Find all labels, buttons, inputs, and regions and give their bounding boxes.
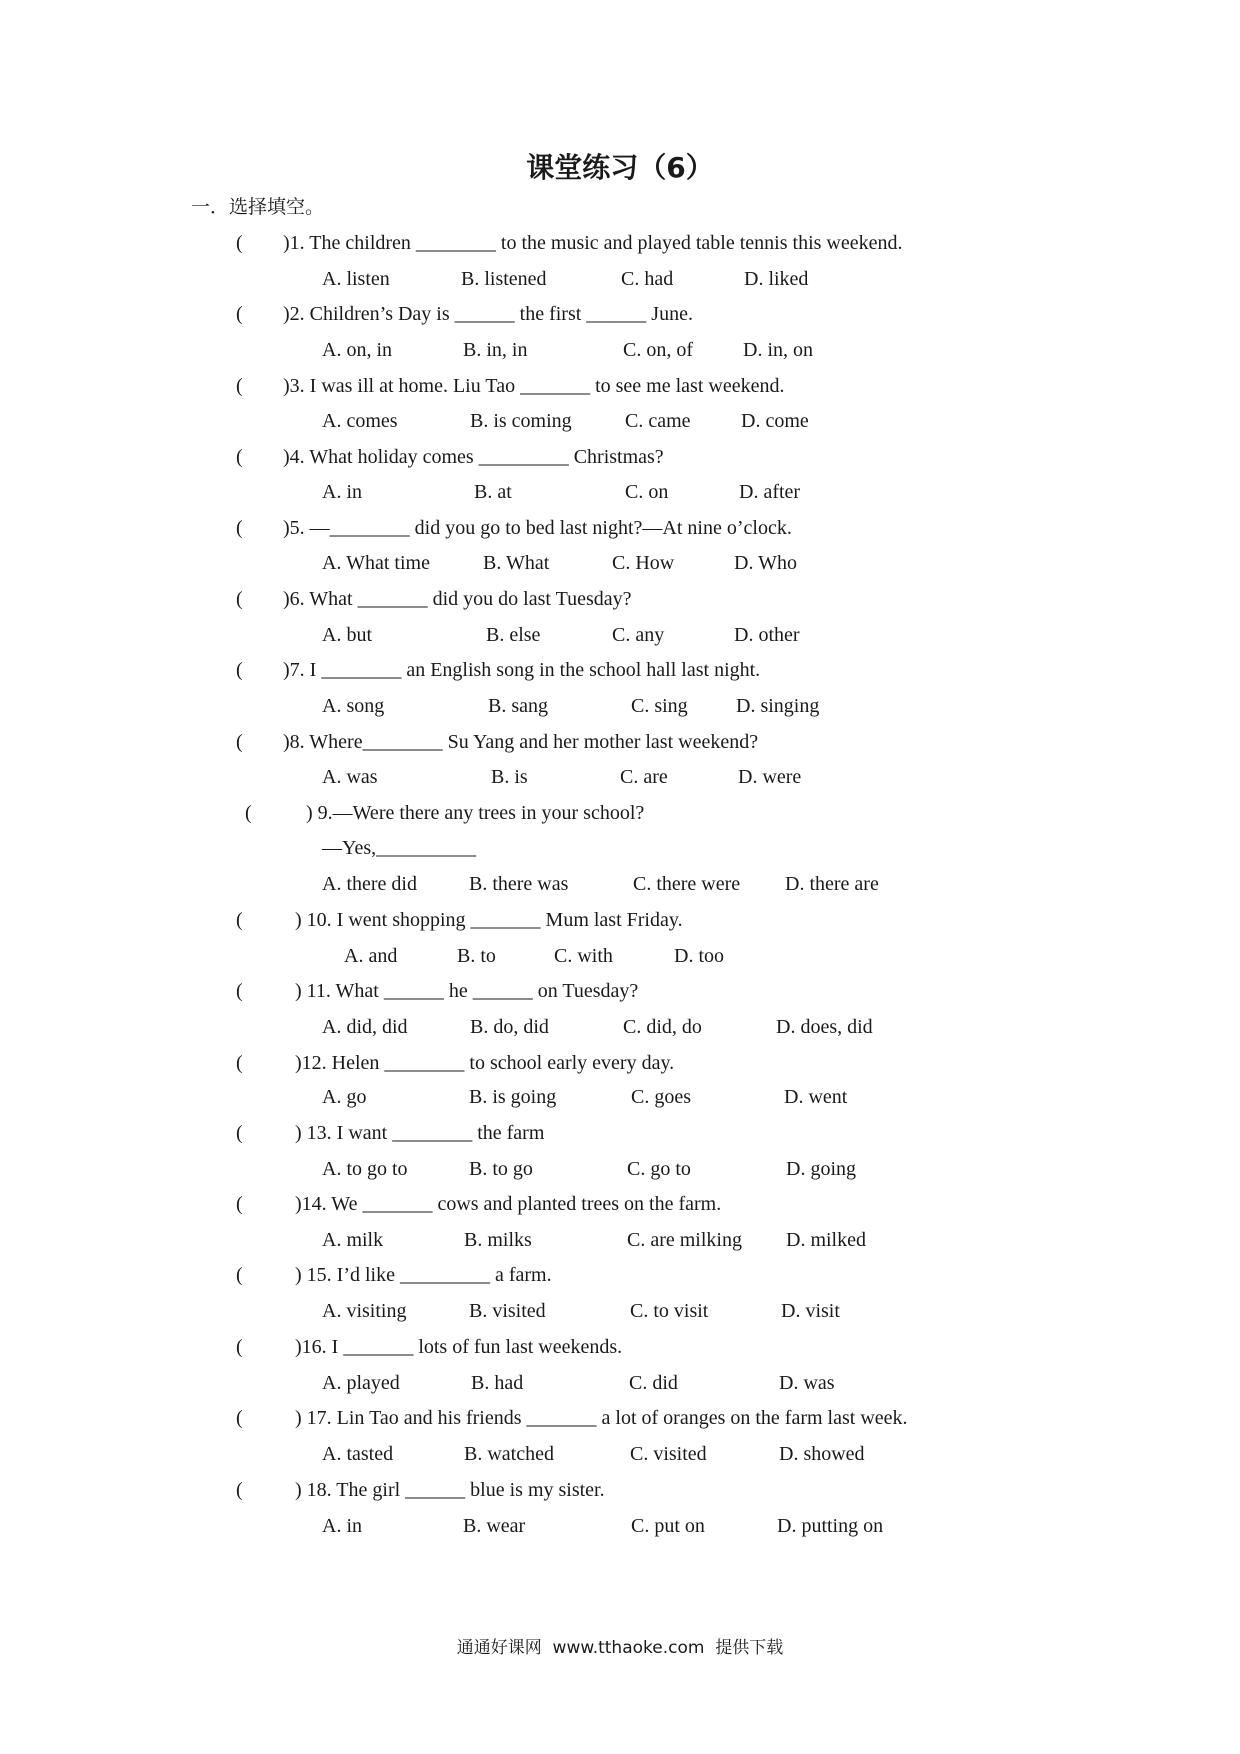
option-a: A. song [322,695,385,717]
option-c: C. with [554,945,613,967]
question-stem: )16. I _______ lots of fun last weekends. [295,1336,623,1358]
question-stem: ) 15. I’d like _________ a farm. [295,1264,552,1286]
option-b: B. visited [469,1300,546,1322]
question-stem: )1. The children ________ to the music and played table tennis this weekend. [283,232,903,254]
option-b: B. at [474,481,512,503]
option-b: B. milks [464,1229,532,1251]
option-a: A. to go to [322,1158,408,1180]
question-stem: ) 9.—Were there any trees in your school? [306,802,645,824]
option-d: D. Who [734,552,797,574]
option-a: A. and [344,945,398,967]
question-stem: ) 18. The girl ______ blue is my sister. [295,1479,605,1501]
question-stem: )3. I was ill at home. Liu Tao _______ to see me last weekend. [283,375,785,397]
answer-paren: ( [236,517,243,539]
option-d: D. too [674,945,724,967]
option-b: B. to [457,945,496,967]
option-b: B. What [483,552,550,574]
option-c: C. on [625,481,669,503]
answer-paren: ( [236,659,243,681]
question-stem: ) 10. I went shopping _______ Mum last Friday. [295,909,683,931]
option-d: D. there are [785,873,879,895]
question-stem: )4. What holiday comes _________ Christmas? [283,446,664,468]
section-heading: 一．选择填空。 [191,196,325,218]
question-reply: —Yes,__________ [322,837,477,859]
answer-paren: ( [236,1264,243,1286]
answer-paren: ( [236,1407,243,1429]
option-c: C. How [612,552,675,574]
option-c: C. visited [630,1443,707,1465]
option-b: B. is [491,766,528,788]
option-b: B. in, in [463,339,528,361]
question-stem: ) 13. I want ________ the farm [295,1122,545,1144]
answer-paren: ( [236,1193,243,1215]
question-stem: )2. Children’s Day is ______ the first ______ June. [283,303,693,325]
page-footer: 通通好课网 www.tthaoke.com 提供下载 [456,1638,784,1658]
option-b: B. sang [488,695,548,717]
option-b: B. had [471,1372,524,1394]
option-d: D. were [738,766,802,788]
option-c: C. there were [633,873,741,895]
option-c: C. goes [631,1086,691,1108]
option-c: C. go to [627,1158,691,1180]
page-title: 课堂练习（6） [526,151,714,184]
option-c: C. did, do [623,1016,702,1038]
option-b: B. do, did [470,1016,549,1038]
answer-paren: ( [236,1336,243,1358]
option-d: D. showed [779,1443,865,1465]
option-d: D. come [741,410,809,432]
option-d: D. after [739,481,801,503]
option-a: A. visiting [322,1300,407,1322]
option-d: D. was [779,1372,835,1394]
option-a: A. but [322,624,372,646]
answer-paren: ( [236,446,243,468]
option-c: C. did [629,1372,678,1394]
option-d: D. singing [736,695,820,717]
option-b: B. there was [469,873,569,895]
answer-paren: ( [236,909,243,931]
option-a: A. listen [322,268,390,290]
question-stem: ) 17. Lin Tao and his friends _______ a lot of oranges on the farm last week. [295,1407,908,1429]
option-c: C. to visit [630,1300,709,1322]
question-stem: ) 11. What ______ he ______ on Tuesday? [295,980,639,1002]
option-d: D. in, on [743,339,813,361]
option-b: B. watched [464,1443,554,1465]
answer-paren: ( [236,731,243,753]
answer-paren: ( [245,802,252,824]
option-a: A. there did [322,873,417,895]
option-a: A. comes [322,410,398,432]
option-d: D. liked [744,268,809,290]
answer-paren: ( [236,588,243,610]
option-d: D. milked [786,1229,866,1251]
answer-paren: ( [236,980,243,1002]
question-stem: )14. We _______ cows and planted trees on the farm. [295,1193,722,1215]
option-b: B. is coming [470,410,572,432]
option-d: D. going [786,1158,856,1180]
answer-paren: ( [236,303,243,325]
option-a: A. in [322,481,362,503]
option-a: A. played [322,1372,400,1394]
question-stem: )7. I ________ an English song in the school hall last night. [283,659,761,681]
option-d: D. went [784,1086,848,1108]
option-a: A. on, in [322,339,392,361]
option-b: B. is going [469,1086,557,1108]
question-stem: )8. Where________ Su Yang and her mother last weekend? [283,731,759,753]
option-c: C. any [612,624,665,646]
answer-paren: ( [236,232,243,254]
answer-paren: ( [236,375,243,397]
question-stem: )12. Helen ________ to school early every day. [295,1052,675,1074]
question-stem: )6. What _______ did you do last Tuesday? [283,588,632,610]
option-b: B. wear [463,1515,526,1537]
answer-paren: ( [236,1052,243,1074]
option-d: D. putting on [777,1515,884,1537]
option-b: B. else [486,624,541,646]
option-d: D. visit [781,1300,840,1322]
option-c: C. had [621,268,674,290]
answer-paren: ( [236,1479,243,1501]
option-b: B. listened [461,268,547,290]
option-c: C. on, of [623,339,693,361]
option-d: D. does, did [776,1016,873,1038]
option-c: C. are [620,766,668,788]
option-d: D. other [734,624,800,646]
question-stem: )5. —________ did you go to bed last night?—At nine o’clock. [283,517,792,539]
answer-paren: ( [236,1122,243,1144]
option-a: A. was [322,766,378,788]
option-a: A. go [322,1086,367,1108]
option-a: A. What time [322,552,430,574]
option-c: C. sing [631,695,688,717]
option-a: A. in [322,1515,362,1537]
option-c: C. came [625,410,691,432]
option-a: A. milk [322,1229,384,1251]
option-c: C. put on [631,1515,705,1537]
option-a: A. tasted [322,1443,394,1465]
option-c: C. are milking [627,1229,742,1251]
option-b: B. to go [469,1158,533,1180]
option-a: A. did, did [322,1016,408,1038]
